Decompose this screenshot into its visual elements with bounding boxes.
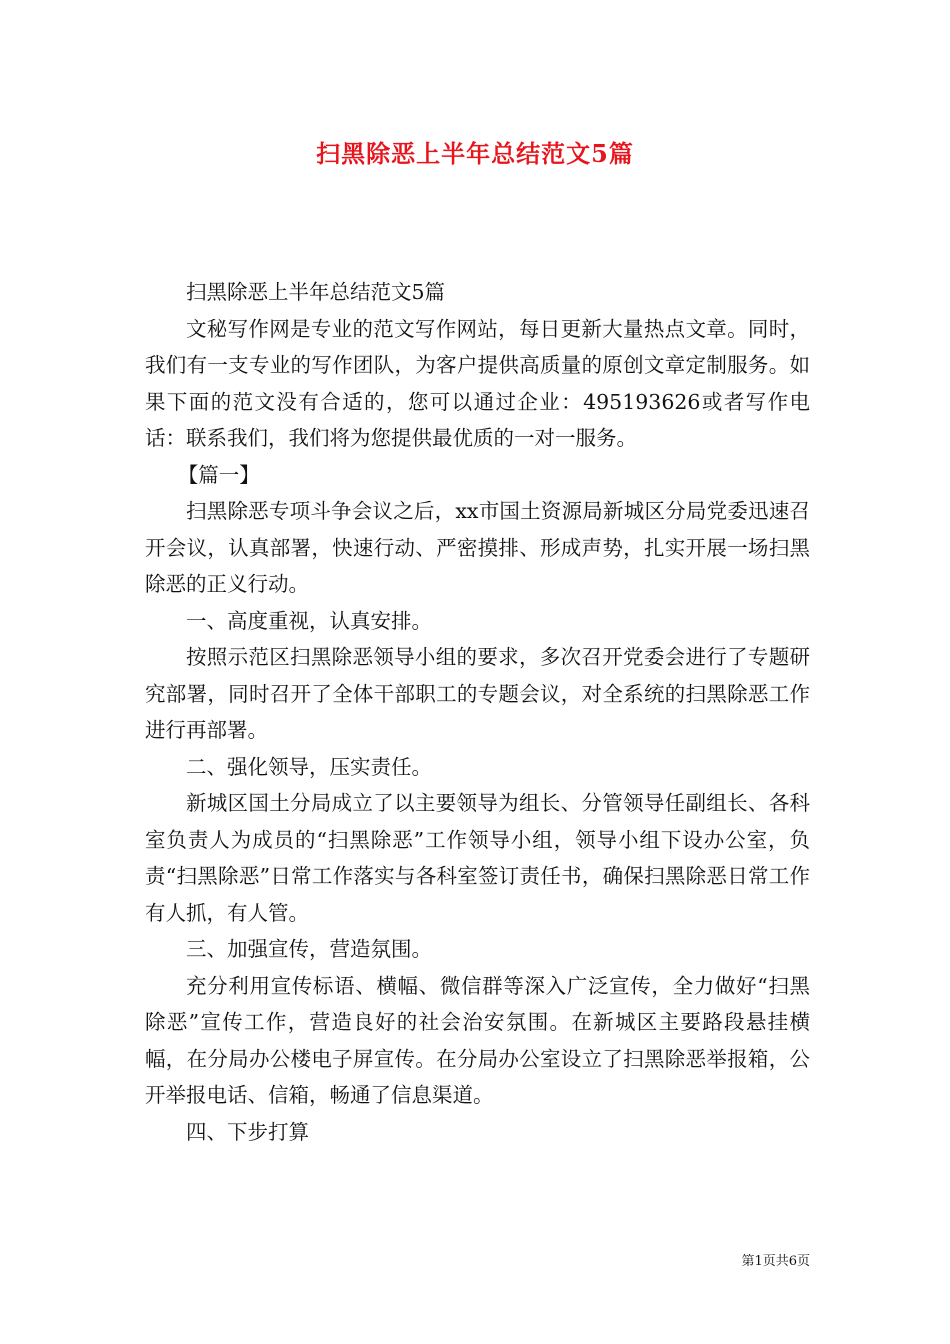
section-heading: 二、强化领导，压实责任。 — [186, 754, 432, 779]
section-heading: 四、下步打算 — [186, 1119, 309, 1144]
document-body — [145, 274, 810, 1150]
body-paragraph: 按照示范区扫黑除恶领导小组的要求，多次召开党委会进行了专题研究部署，同时召开了全体干部职工的专题会议，对全系统的扫黑除恶工作进行再部署。 — [145, 645, 810, 742]
section-heading-part-one: 【篇一】 — [177, 462, 260, 487]
intro-paragraph: 文秘写作网是专业的范文写作网站，每日更新大量热点文章。同时，我们有一支专业的写作团队，为客户提供高质量的原创文章定制服务。如果下面的范文没有合适的，您可以通过企业：495193626或者写作电话：联系我们，我们将为您提供最优质的一对一服务。 — [145, 316, 810, 450]
body-paragraph: 扫黑除恶专项斗争会议之后，xx市国土资源局新城区分局党委迅速召开会议，认真部署，快速行动、严密摸排、形成声势，扎实开展一场扫黑除恶的正义行动。 — [145, 499, 810, 596]
page-title: 扫黑除恶上半年总结范文5篇 — [316, 139, 634, 168]
body-paragraph: 充分利用宣传标语、横幅、微信群等深入广泛宣传，全力做好“扫黑除恶”宣传工作，营造良好的社会治安氛围。在新城区主要路段悬挂横幅，在分局办公楼电子屏宣传。在分局办公室设立了扫黑除恶举报箱，公开举报电话、信箱，畅通了信息渠道。 — [145, 973, 810, 1107]
section-heading: 一、高度重视，认真安排。 — [186, 608, 432, 633]
section-heading: 三、加强宣传，营造氛围。 — [186, 937, 432, 961]
page-number-footer: 第1页共6页 — [741, 1254, 810, 1269]
subtitle-paragraph: 扫黑除恶上半年总结范文5篇 — [186, 280, 446, 304]
body-paragraph: 新城区国土分局成立了以主要领导为组长、分管领导任副组长、各科室负责人为成员的“扫黑除恶”工作领导小组，领导小组下设办公室，负责“扫黑除恶”日常工作落实与各科室签订责任书，确保扫黑除恶日常工作有人抓，有人管。 — [145, 791, 810, 925]
